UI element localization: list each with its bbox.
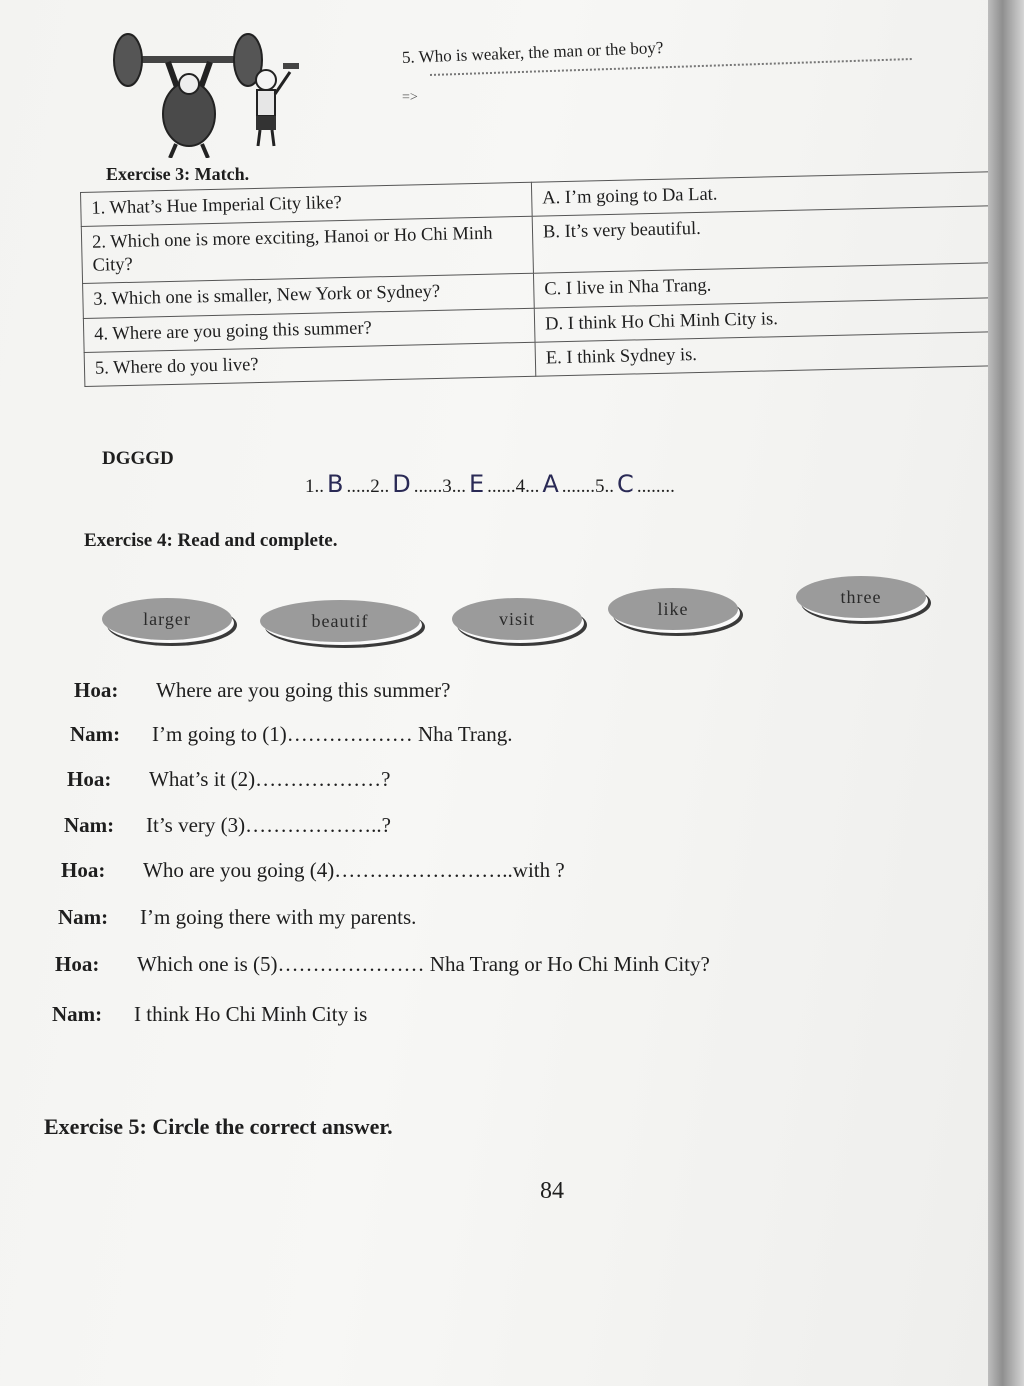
dialogue-line (61, 858, 565, 883)
speaker: Hoa: (74, 678, 119, 702)
word-chip-visit: visit (452, 598, 582, 640)
answer-cell: B. It’s very beautiful. (532, 206, 993, 274)
match-answers (305, 470, 675, 498)
question-cell: 5. Where do you live? (84, 342, 536, 386)
word-chip-like: like (608, 588, 738, 630)
page-number: 84 (540, 1178, 564, 1204)
dialogue-line (64, 813, 391, 838)
question-cell: 1. What’s Hue Imperial City like? (81, 182, 533, 226)
exercise-5-title: Exercise 5: Circle the correct answer. (44, 1114, 393, 1139)
word-chip-larger: larger (102, 598, 232, 640)
answer-5[interactable]: C (617, 470, 634, 498)
answer-cell: C. I live in Nha Trang. (533, 263, 994, 308)
answer-number: 1.. (305, 476, 324, 497)
weightlifter-illustration (100, 18, 320, 158)
speaker: Nam: (58, 905, 109, 929)
dialogue-line (58, 905, 416, 930)
word-chip-three: three (796, 576, 926, 618)
answer-1[interactable]: B (327, 470, 344, 498)
dialogue-line (74, 678, 451, 703)
answer-number: .....2.. (346, 476, 390, 497)
answer-cell: A. I’m going to Da Lat. (531, 172, 992, 217)
answer-arrow: => (402, 90, 418, 105)
exercise-4-title: Exercise 4: Read and complete. (84, 530, 338, 551)
speaker: Nam: (64, 813, 115, 837)
dialogue-line (55, 952, 710, 977)
exercise-3-title: Exercise 3: Match. (106, 164, 250, 184)
answer-cell: D. I think Ho Chi Minh City is. (534, 297, 995, 342)
speaker: Hoa: (61, 858, 106, 882)
line-text: I’m going there with my parents. (140, 905, 417, 929)
line-text: It’s very (3)………………..? (146, 813, 391, 837)
answer-number: ......4... (487, 476, 540, 497)
line-text: Which one is (5)………………… Nha Trang or Ho Chi Minh City? (137, 952, 710, 976)
question-cell: 3. Which one is smaller, New York or Sydney? (83, 274, 535, 318)
dialogue-line (52, 1002, 367, 1027)
word-chip-beautif: beautif (260, 600, 420, 642)
answer-4[interactable]: A (542, 470, 559, 498)
answer-2[interactable]: D (392, 470, 411, 498)
answer-cell: E. I think Sydney is. (535, 331, 996, 376)
line-text: Where are you going this summer? (156, 678, 451, 702)
answer-number: ......3... (413, 476, 466, 497)
handwritten-note: DGGGD (102, 448, 174, 469)
answer-tail: ........ (636, 476, 675, 497)
question-cell: 2. Which one is more exciting, Hanoi or Ho Chi Minh City? (81, 216, 533, 283)
dialogue-line (70, 722, 513, 747)
dialogue-line (67, 767, 390, 792)
speaker: Hoa: (55, 952, 100, 976)
answer-number: .......5.. (561, 476, 615, 497)
question-cell: 4. Where are you going this summer? (83, 308, 535, 352)
speaker: Hoa: (67, 767, 112, 791)
speaker: Nam: (52, 1002, 103, 1026)
book-spine (988, 0, 1024, 1386)
match-table (80, 171, 996, 386)
line-text: Who are you going (4)……………………..with ? (143, 858, 565, 882)
answer-3[interactable]: E (468, 470, 485, 498)
speaker: Nam: (70, 722, 121, 746)
line-text: I’m going to (1)……………… Nha Trang. (152, 722, 513, 746)
line-text: What’s it (2)………………? (149, 767, 391, 791)
question-5: 5. Who is weaker, the man or the boy? (401, 37, 664, 67)
line-text: I think Ho Chi Minh City is (134, 1002, 368, 1026)
